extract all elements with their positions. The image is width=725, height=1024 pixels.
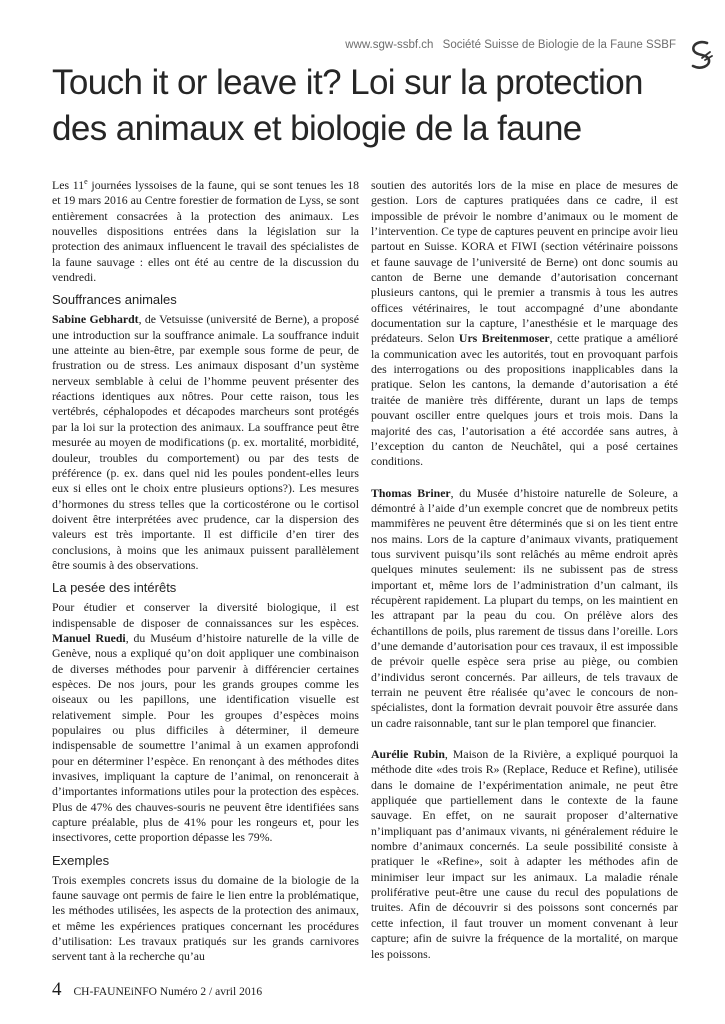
paragraph-poissons: Aurélie Rubin, Maison de la Rivière, a expliqué pourquoi la méthode dite «des trois R» (Replace, Reduce et Refine), utilisée dans le domaine de l’expérimentation animale, ne peut être appliquée que partiellement dans le contexte de la faune sauvage. En effet, on ne saurait proposer d’alternative n’impliquant pas d’animaux vivants, ni généralement réduire le nombre d’animaux concernés. La seule possibilité consiste à pratiquer le «Refine», soit à adapter les méthodes afin de minimiser leur impact sur les animaux. La maladie rénale proliférative peut-être une cause du recul des populations de truites. Afin de découvrir si des poissons sont concernés par cette infection, il faut trouver un moment convenant à leur capture; afin de suivre la fréquence de la mortalité, on marque les poissons. (371, 747, 678, 961)
speaker-name: Manuel Ruedi (52, 630, 126, 645)
article-title: Touch it or leave it? Loi sur la protection des animaux et biologie de la faune (52, 63, 643, 148)
paragraph-exemples: Trois exemples concrets issus du domaine de la biologie de la faune sauvage ont permis de faire le lien entre la problématique, les méthodes utilisées, les aspects de la protection des animaux, et même les expériences pratiques concernant les procédures d’utilisation: Les travaux pratiqués sur les grands carnivores servent tant à la recherche qu’au (52, 872, 359, 964)
speaker-name: Urs Breitenmoser (458, 331, 550, 346)
paragraph-petits-mammiferes: Thomas Briner, du Musée d’histoire naturelle de Soleure, a démontré à l’aide d’un exemple concret que de nombreux petits mammifères ne peuvent être déterminés que si on les tient entre nos mains. Lors de la capture d’animaux vivants, pratiquement tous survivent puisqu’ils sont relâchés au même endroit après quelques minutes seulement: ils ne subissent pas de stress important et, même lors de l’administration d’un calmant, ils récupèrent rapidement. La plupart du temps, on les maintient en les attrapant par la peau du cou. On prélève alors des échantillons de poils, plus rarement de tissus dans l’oreille. Lors d’une demande d’autorisation pour ces travaux, il est impossible de prévoir quelle espèce sera prise au piège, ou combien d’individus seront concernés. Par ailleurs, de tels travaux de terrain ne peuvent être réalisée qu’avec le concours de non-spécialistes, dont la formation devrait pouvoir être assurée dans un cadre raisonnable, tant sur le plan temporel que financier. (371, 485, 678, 730)
paragraph-grands-carnivores: soutien des autorités lors de la mise en place de mesures de gestion. Lors de captures pratiquées dans ce cadre, il est impossible de prévoir le nombre d’animaux ou le moment de l’intervention. Ce type de captures peuvent en principe avoir lieu partout en Suisse. KORA et FIWI (section vétérinaire poissons et faune sauvage de l’université de Berne) ont donc soumis au canton de Berne une demande d’autorisation concernant plusieurs cantons, qui le premier a transmis à tous les autres offices vétérinaires, le tout accompagné d’une abondante documentation sur la capture, l’anesthésie et le marquage des prédateurs. Selon Urs Breitenmoser, cette pratique a amélioré la communication avec les autorités, tout en provoquant parfois des interrogations ou des propositions inapplicables dans la pratique. Selon les cantons, la demande d’autorisation a été traitée de manière très différente, durant un laps de temps pouvant osciller entre quelques jours et trois mois. Dans la majorité des cas, l’autorisation a été accordée sans autres, à l’exception du canton de Neuchâtel, qui a posé certaines conditions. (371, 178, 678, 469)
section-heading-exemples: Exemples (52, 852, 110, 868)
paragraph-pesee: Pour étudier et conserver la diversité biologique, il est indispensable de disposer de connaissances sur les espèces. Manuel Ruedi, du Muséum d’histoire naturelle de la ville de Genève, nous a expliqué qu’on doit appliquer une combinaison de diverses méthodes pour parvenir à différencier certaines espèces. De nos jours, pour les grands groupes comme les oiseaux ou les papillons, une identification visuelle est relativement simple. Pour les groupes d’espèces moins populaires ou plus difficiles à déterminer, il demeure indispensable de soumettre l’animal à un examen approfondi pour en déterminer l’espèce. En renonçant à des méthodes dites invasives, impliquant la capture de l’animal, on renoncerait à d’importantes informations utiles pour la protection des espèces. Plus de 47% des chauves-souris ne peuvent être identifiées sans capture préalable, plus de 41% pour les rongeurs et, pour les insectivores, cette proportion dépasse les 79%. (52, 600, 359, 845)
publication-info: CH-FAUNEiNFO Numéro 2 / avril 2016 (73, 986, 263, 998)
page-footer (52, 979, 262, 1001)
website-url: www.sgw-ssbf.ch (345, 39, 434, 51)
left-column (52, 178, 359, 965)
speaker-name: Aurélie Rubin (371, 747, 445, 762)
paragraph-souffrances: Sabine Gebhardt, de Vetsuisse (université de Berne), a proposé une introduction sur la souffrance animale. La souffrance induit une atteinte au bien-être, par exemple sous forme de peur, de frustration ou de stress. Les animaux disposant d’un système nerveux semblable à celui de l’homme peuvent présenter des réactions identiques aux nôtres. Pour cette raison, tous les vertébrés, céphalopodes et décapodes marcheurs sont protégés par la loi sur la protection des animaux. La souffrance peut être mesurée au moyen de modifications (p. ex. mortalité, morbidité, douleur, troubles du comportement) ou par des tests de préférence (p. ex. dans quel nid les poules pondent-elles leurs eux si elles ont le choix entre plusieurs options?). Les mesures d’hormones du stress telles que la corticostérone ou le cortisol doivent être interprétées avec prudence, car la dispersion des valeurs est très importante. Il est difficile d’en tirer des conclusions, à moins que les animaux puissent parallèlement être soumis à des observations. (52, 312, 360, 572)
section-heading-pesee: La pesée des intérêts (52, 580, 177, 596)
intro-paragraph: Les 11e journées lyssoises de la faune, qui se sont tenues les 18 et 19 mars 2016 au Centre forestier de formation de Lyss, se sont entièrement consacrées à la protection des animaux. Les nouvelles dispositions entrées dans la législation sur la protection des animaux influencent le travail des spécialistes de la faune sauvage : elles ont été au centre de la discussion du vendredi. (52, 177, 359, 285)
speaker-name: Sabine Gebhardt (52, 312, 139, 327)
right-column (371, 178, 678, 962)
speaker-name: Thomas Briner (371, 485, 451, 500)
society-name: Société Suisse de Biologie de la Faune SSBF (442, 39, 676, 51)
page-header (345, 39, 676, 51)
section-heading-souffrances: Souffrances animales (52, 292, 177, 308)
page-number: 4 (52, 979, 62, 1000)
